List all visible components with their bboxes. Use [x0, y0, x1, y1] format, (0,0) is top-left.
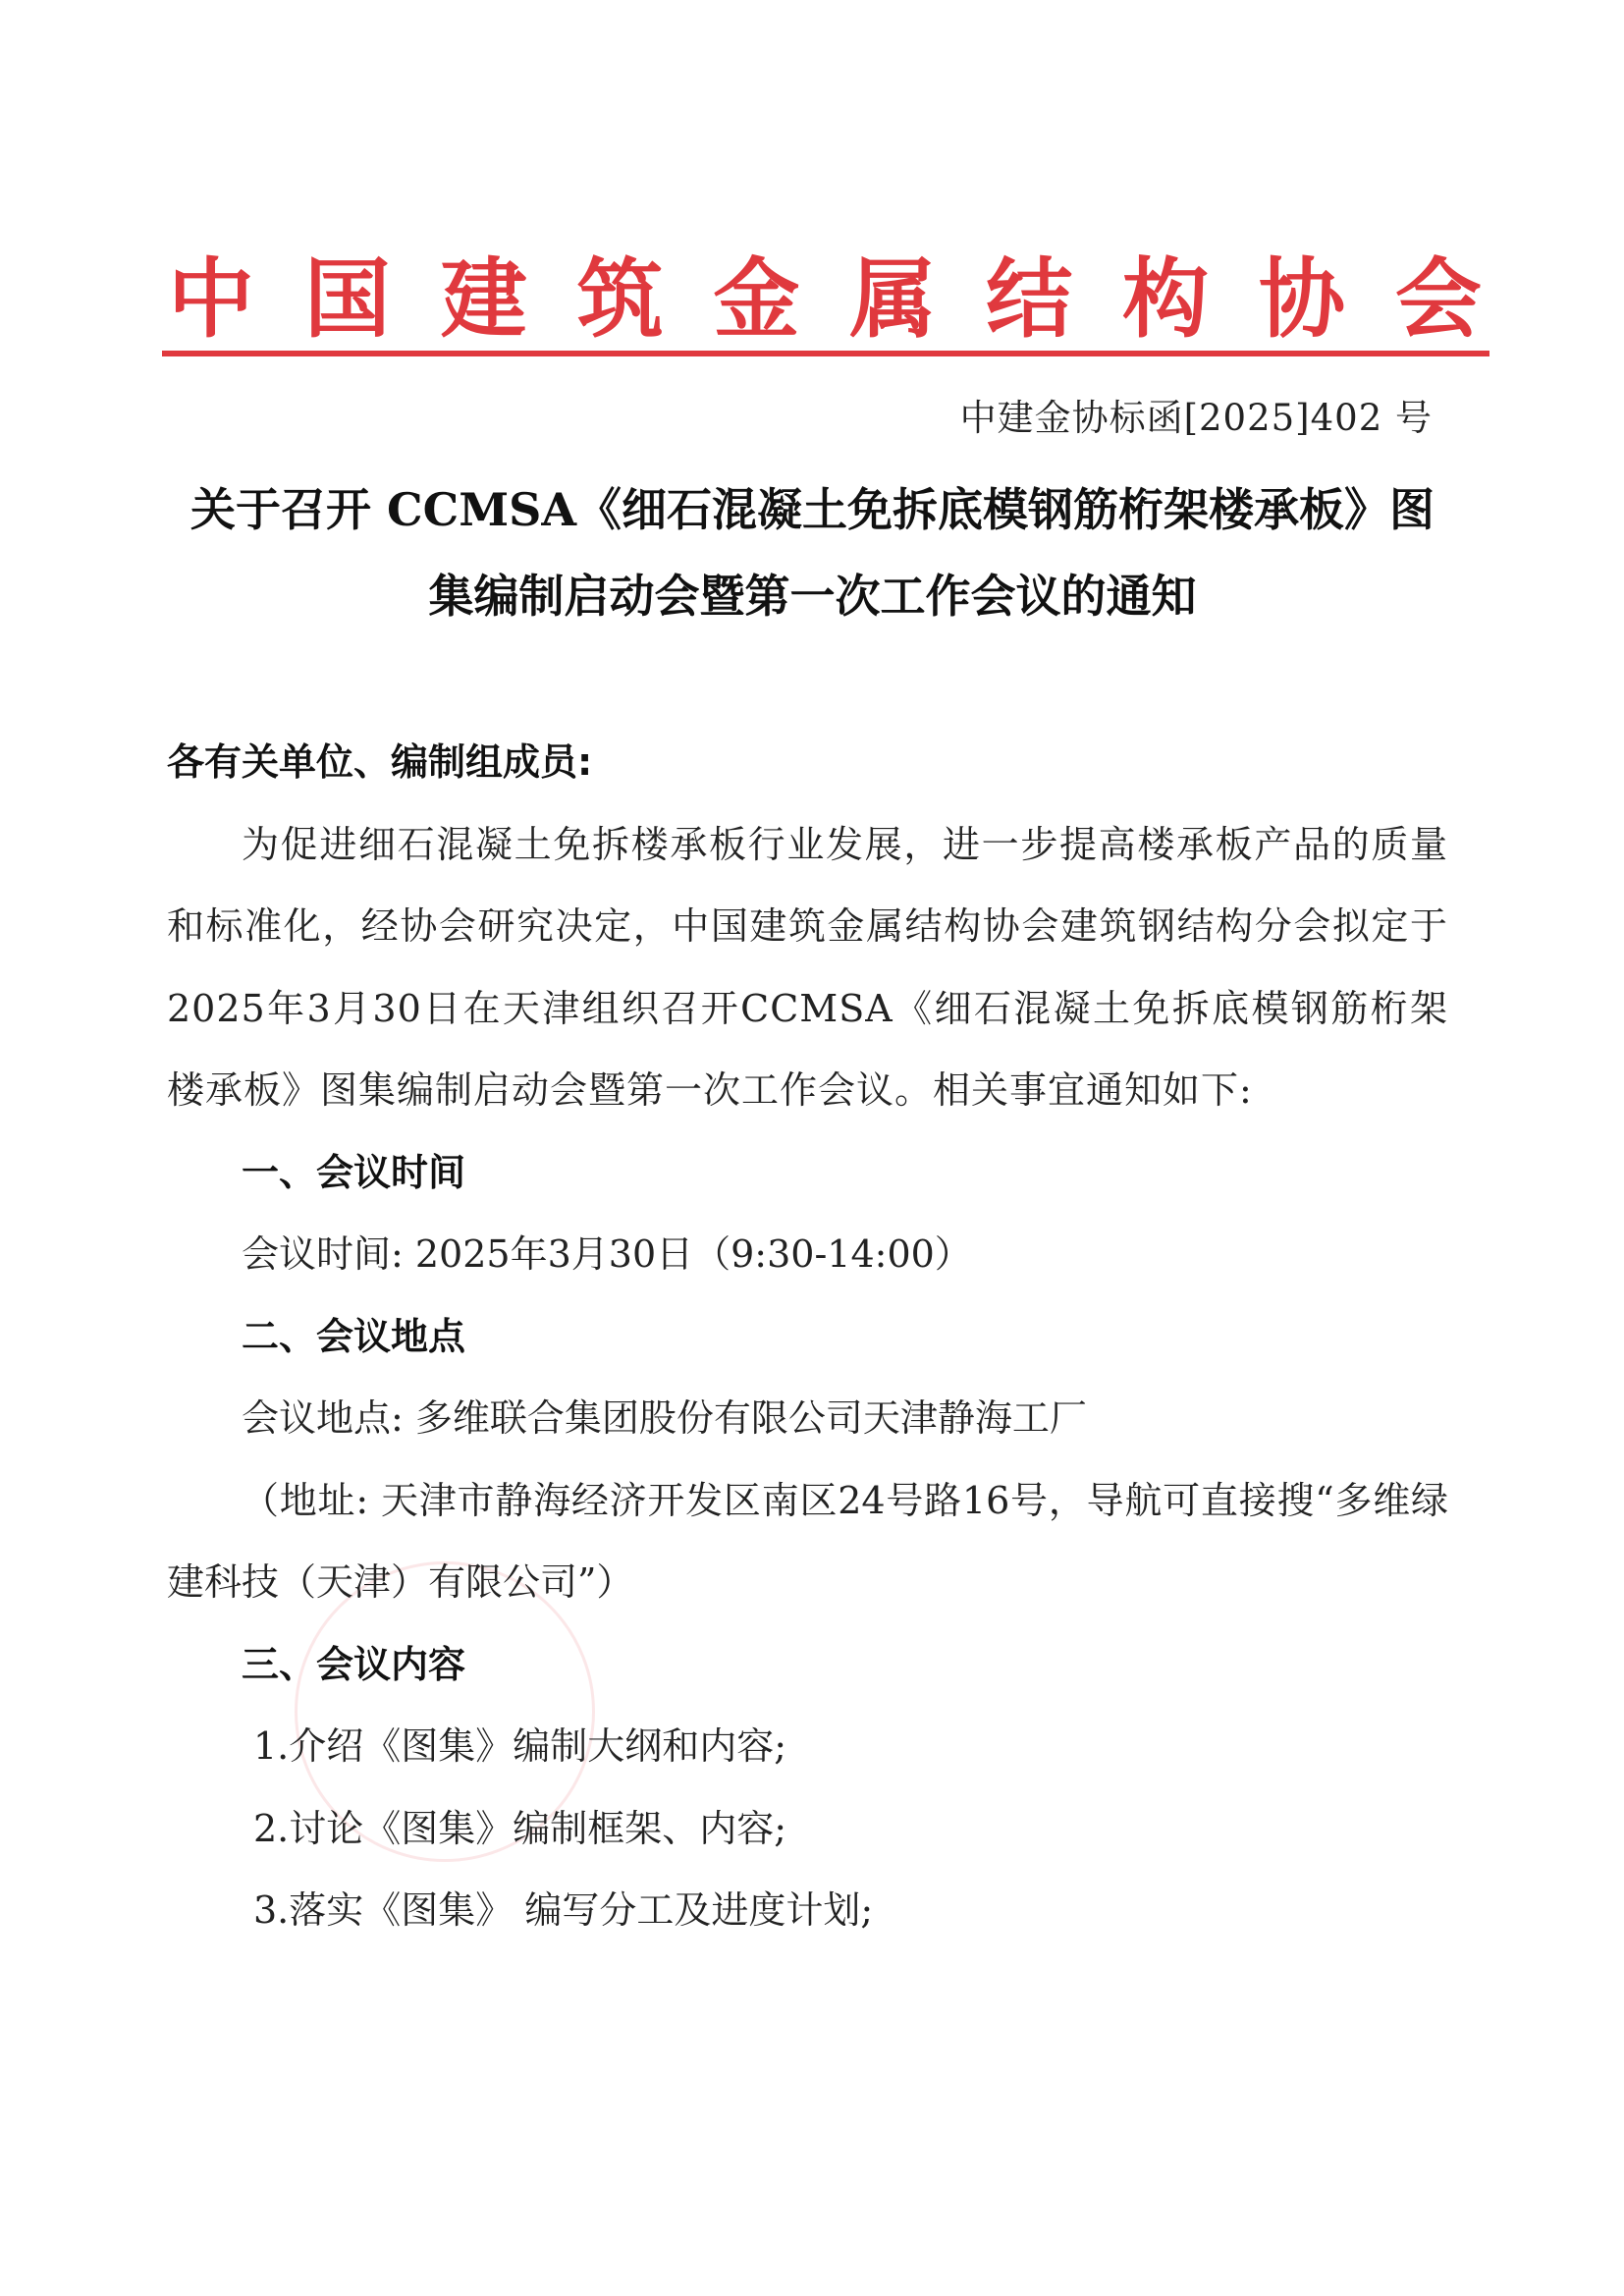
org-title-char: 结: [986, 248, 1073, 350]
notice-title: [162, 466, 1463, 639]
content-list-item: 1.介绍《图集》编制大纲和内容;: [253, 1724, 787, 1768]
section-heading-location: 二、会议地点: [242, 1314, 466, 1358]
org-title-char: 协: [1258, 248, 1345, 350]
meeting-location-text: 会议地点: 多维联合集团股份有限公司天津静海工厂: [242, 1396, 1087, 1440]
intro-paragraph: 为促进细石混凝土免拆楼承板行业发展，进一步提高楼承板产品的质量和标准化，经协会研究决定，中国建筑金属结构协会建筑钢结构分会拟定于2025年3月30日在天津组织召开CCMSA《细石混凝土免拆底模钢筋桁架楼承板》图集编制启动会暨第一次工作会议。相关事宜通知如下:: [167, 822, 1448, 1112]
notice-title-line-2: 集编制启动会暨第一次工作会议的通知: [428, 570, 1197, 623]
org-title-char: 属: [849, 248, 937, 350]
content-list-item: 2.讨论《图集》编制框架、内容;: [253, 1806, 787, 1850]
section-heading-content: 三、会议内容: [242, 1642, 466, 1686]
org-title-char: 金: [713, 248, 800, 350]
org-title-char: 建: [440, 248, 527, 350]
org-title-char: 筑: [576, 248, 664, 350]
section-heading-time: 一、会议时间: [242, 1150, 466, 1194]
salutation: 各有关单位、编制组成员:: [167, 740, 593, 784]
meeting-address-text: （地址: 天津市静海经济开发区南区24号路16号，导航可直接搜“多维绿建科技（天津）有限公司”）: [167, 1478, 1448, 1604]
notice-title-line-1: 关于召开 CCMSA《细石混凝土免拆底模钢筋桁架楼承板》图: [189, 483, 1435, 536]
notice-body: [167, 722, 1448, 1952]
org-title-char: 国: [303, 248, 391, 350]
content-list-item: 3.落实《图集》 编写分工及进度计划;: [253, 1888, 874, 1932]
org-title-char: 中: [167, 248, 254, 350]
meeting-time-text: 会议时间: 2025年3月30日（9:30-14:00）: [242, 1232, 972, 1276]
organization-title: [162, 234, 1488, 352]
org-title-char: 会: [1394, 248, 1482, 350]
org-title-char: 构: [1122, 248, 1210, 350]
document-number: 中建金协标函[2025]402 号: [959, 397, 1433, 439]
header-divider: [162, 351, 1489, 356]
